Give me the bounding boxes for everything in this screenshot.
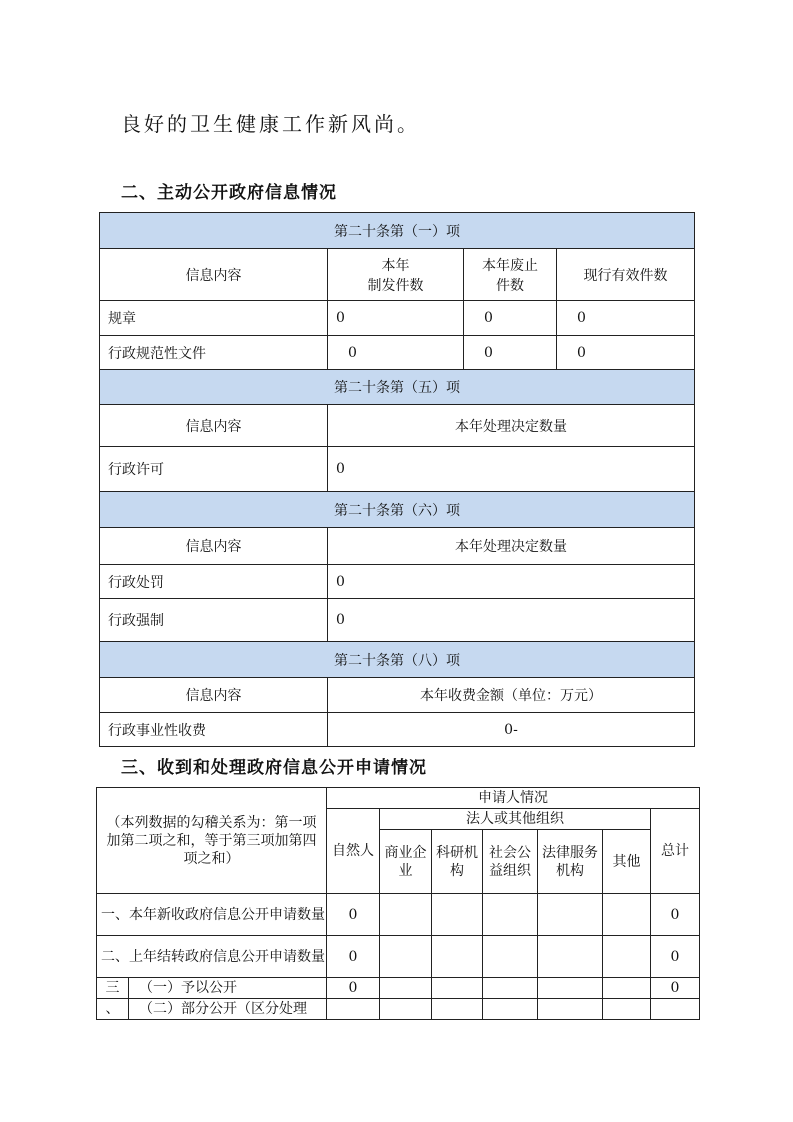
table-row [97, 999, 700, 1020]
row-repealed: 0 [464, 336, 557, 370]
table-row [97, 978, 700, 999]
row3-prefix: 三 [97, 978, 129, 999]
row-label: 一、本年新收政府信息公开申请数量 [97, 894, 327, 936]
row-issued: 0 [328, 336, 464, 370]
row-value: 0 [328, 599, 695, 642]
col-business: 商业企业 [380, 830, 432, 894]
block5-col-value: 本年处理决定数量 [328, 405, 695, 447]
row-label: 规章 [100, 301, 328, 336]
col-natural-person: 自然人 [327, 809, 380, 894]
block6-col-value: 本年处理决定数量 [328, 528, 695, 565]
row-label: 行政事业性收费 [100, 713, 328, 747]
applicant-header: 申请人情况 [327, 788, 700, 809]
table-row [100, 599, 695, 642]
block8-col-value: 本年收费金额（单位：万元） [328, 678, 695, 713]
row-natural: 0 [327, 936, 380, 978]
table-row [97, 894, 700, 936]
section-3-heading: 三、收到和处理政府信息公开申请情况 [121, 758, 427, 778]
block1-col-content: 信息内容 [100, 249, 328, 301]
row-total: 0 [651, 894, 700, 936]
row-natural: 0 [327, 894, 380, 936]
application-table [96, 787, 700, 1020]
col-research: 科研机构 [432, 830, 483, 894]
row-total: 0 [651, 936, 700, 978]
table-row [100, 336, 695, 370]
row-label: 二、上年结转政府信息公开申请数量 [97, 936, 327, 978]
row-label: 行政处罚 [100, 565, 328, 599]
row-label: 行政许可 [100, 447, 328, 492]
block1-col-repealed: 本年废止 件数 [464, 249, 557, 301]
block8-header: 第二十条第（八）项 [100, 642, 695, 678]
table-row [100, 301, 695, 336]
block5-col-content: 信息内容 [100, 405, 328, 447]
row3-prefix-comma: 、 [97, 999, 129, 1020]
table-row [97, 936, 700, 978]
table-row [100, 447, 695, 492]
reconciliation-note: （本列数据的勾稽关系为：第一项加第二项之和，等于第三项加第四项之和） [97, 788, 327, 894]
col-legal-service: 法律服务机构 [538, 830, 603, 894]
proactive-disclosure-table [99, 212, 695, 747]
col-total: 总计 [651, 809, 700, 894]
block5-header: 第二十条第（五）项 [100, 370, 695, 405]
table-row [100, 565, 695, 599]
row-natural: 0 [327, 978, 380, 999]
block6-col-content: 信息内容 [100, 528, 328, 565]
col-public-welfare: 社会公益组织 [483, 830, 538, 894]
row-label: （一）予以公开 [129, 978, 327, 999]
table-row [100, 713, 695, 747]
legal-org-header: 法人或其他组织 [380, 809, 651, 830]
block1-col-issued: 本年 制发件数 [328, 249, 464, 301]
row-issued: 0 [328, 301, 464, 336]
col-other: 其他 [603, 830, 651, 894]
row-valid: 0 [557, 336, 695, 370]
block1-header: 第二十条第（一）项 [100, 213, 695, 249]
row-total: 0 [651, 978, 700, 999]
row-label: 行政强制 [100, 599, 328, 642]
intro-text: 良好的卫生健康工作新风尚。 [121, 112, 420, 136]
row-valid: 0 [557, 301, 695, 336]
row-label: 行政规范性文件 [100, 336, 328, 370]
row-label: （二）部分公开（区分处理 [129, 999, 327, 1020]
block8-col-content: 信息内容 [100, 678, 328, 713]
row-value: 0 [328, 447, 695, 492]
block6-header: 第二十条第（六）项 [100, 492, 695, 528]
row-repealed: 0 [464, 301, 557, 336]
row-value: 0- [328, 713, 695, 747]
block1-col-valid: 现行有效件数 [557, 249, 695, 301]
section-2-heading: 二、主动公开政府信息情况 [121, 183, 337, 203]
row-value: 0 [328, 565, 695, 599]
